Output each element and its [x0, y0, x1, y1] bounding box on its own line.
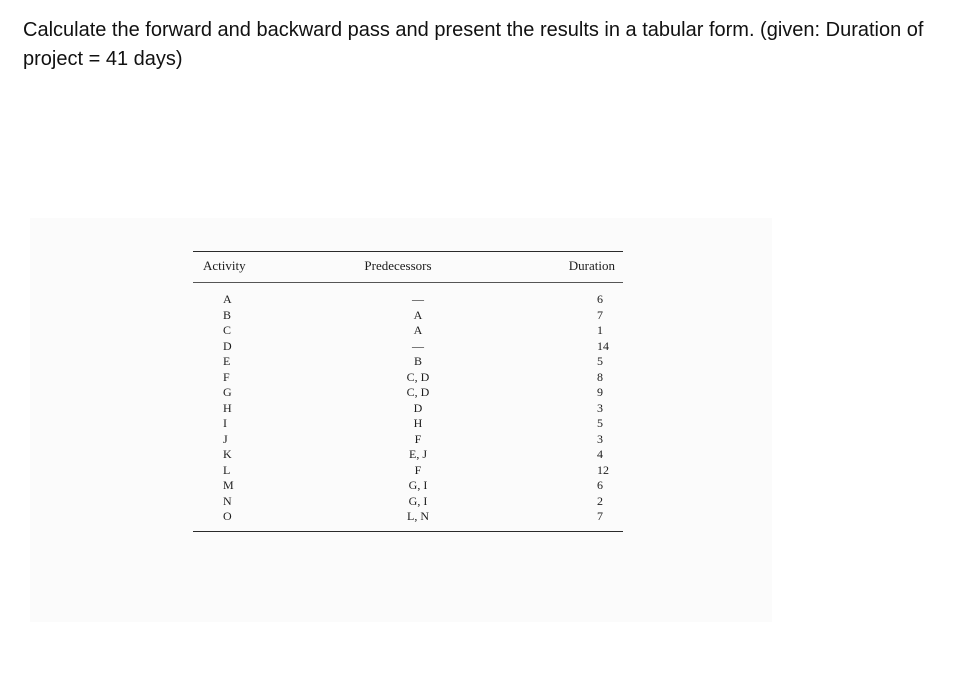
cell-activity: A: [223, 292, 232, 307]
cell-predecessors: F: [414, 462, 422, 477]
cell-predecessors: —: [412, 292, 424, 307]
cell-activity: O: [223, 509, 232, 524]
cell-duration: 7: [597, 307, 603, 322]
cell-predecessors: D: [413, 400, 423, 415]
table-row: [193, 416, 623, 432]
table-row: [193, 323, 623, 339]
cell-duration: 12: [597, 462, 609, 477]
cell-activity: I: [223, 416, 227, 431]
cell-duration: 3: [597, 400, 603, 415]
cell-duration: 5: [597, 416, 603, 431]
table-row: [193, 354, 623, 370]
cell-activity: C: [223, 323, 232, 338]
cell-activity: B: [223, 307, 232, 322]
table-row: [193, 370, 623, 386]
cell-predecessors: A: [413, 307, 423, 322]
cell-predecessors: F: [414, 431, 422, 446]
cell-predecessors: L, N: [407, 509, 429, 524]
table-row: [193, 401, 623, 417]
cell-duration: 6: [597, 478, 603, 493]
table-row: [193, 385, 623, 401]
cell-duration: 14: [597, 338, 609, 353]
header-activity: Activity: [203, 258, 246, 273]
cell-duration: 8: [597, 369, 603, 384]
table-row: [193, 463, 623, 479]
table-header-row: [193, 252, 623, 280]
table-row: [193, 509, 623, 525]
cell-predecessors: A: [413, 323, 423, 338]
cell-activity: H: [223, 400, 232, 415]
table-bottom-rule: [193, 531, 623, 532]
cell-predecessors: G, I: [408, 493, 428, 508]
cell-duration: 1: [597, 323, 603, 338]
cell-duration: 3: [597, 431, 603, 446]
cell-predecessors: E, J: [409, 447, 427, 462]
cell-activity: E: [223, 354, 231, 369]
cell-predecessors: —: [412, 338, 424, 353]
cell-duration: 5: [597, 354, 603, 369]
cell-predecessors: C, D: [406, 369, 430, 384]
cell-activity: G: [223, 385, 232, 400]
cell-activity: L: [223, 462, 231, 477]
cell-duration: 2: [597, 493, 603, 508]
scanned-table-image: [30, 218, 772, 622]
cell-activity: J: [223, 431, 228, 446]
table-row: [193, 292, 623, 308]
cell-duration: 9: [597, 385, 603, 400]
cell-predecessors: C, D: [406, 385, 430, 400]
activity-table: [193, 251, 623, 532]
cell-predecessors: B: [413, 354, 422, 369]
table-row: [193, 339, 623, 355]
table-row: [193, 494, 623, 510]
cell-activity: F: [223, 369, 230, 384]
cell-duration: 4: [597, 447, 603, 462]
cell-activity: K: [223, 447, 232, 462]
header-duration: Duration: [568, 258, 615, 273]
cell-activity: M: [223, 478, 234, 493]
cell-duration: 7: [597, 509, 603, 524]
cell-predecessors: G, I: [408, 478, 428, 493]
header-predecessors: Predecessors: [364, 258, 432, 273]
table-row: [193, 478, 623, 494]
table-row: [193, 308, 623, 324]
table-row: [193, 447, 623, 463]
table-body: [193, 283, 623, 531]
cell-activity: N: [223, 493, 232, 508]
cell-duration: 6: [597, 292, 603, 307]
table-row: [193, 432, 623, 448]
cell-activity: D: [223, 338, 232, 353]
cell-predecessors: H: [413, 416, 423, 431]
question-text: Calculate the forward and backward pass and present the results in a tabular form. (given: Duration of project = 41 days): [23, 19, 924, 70]
